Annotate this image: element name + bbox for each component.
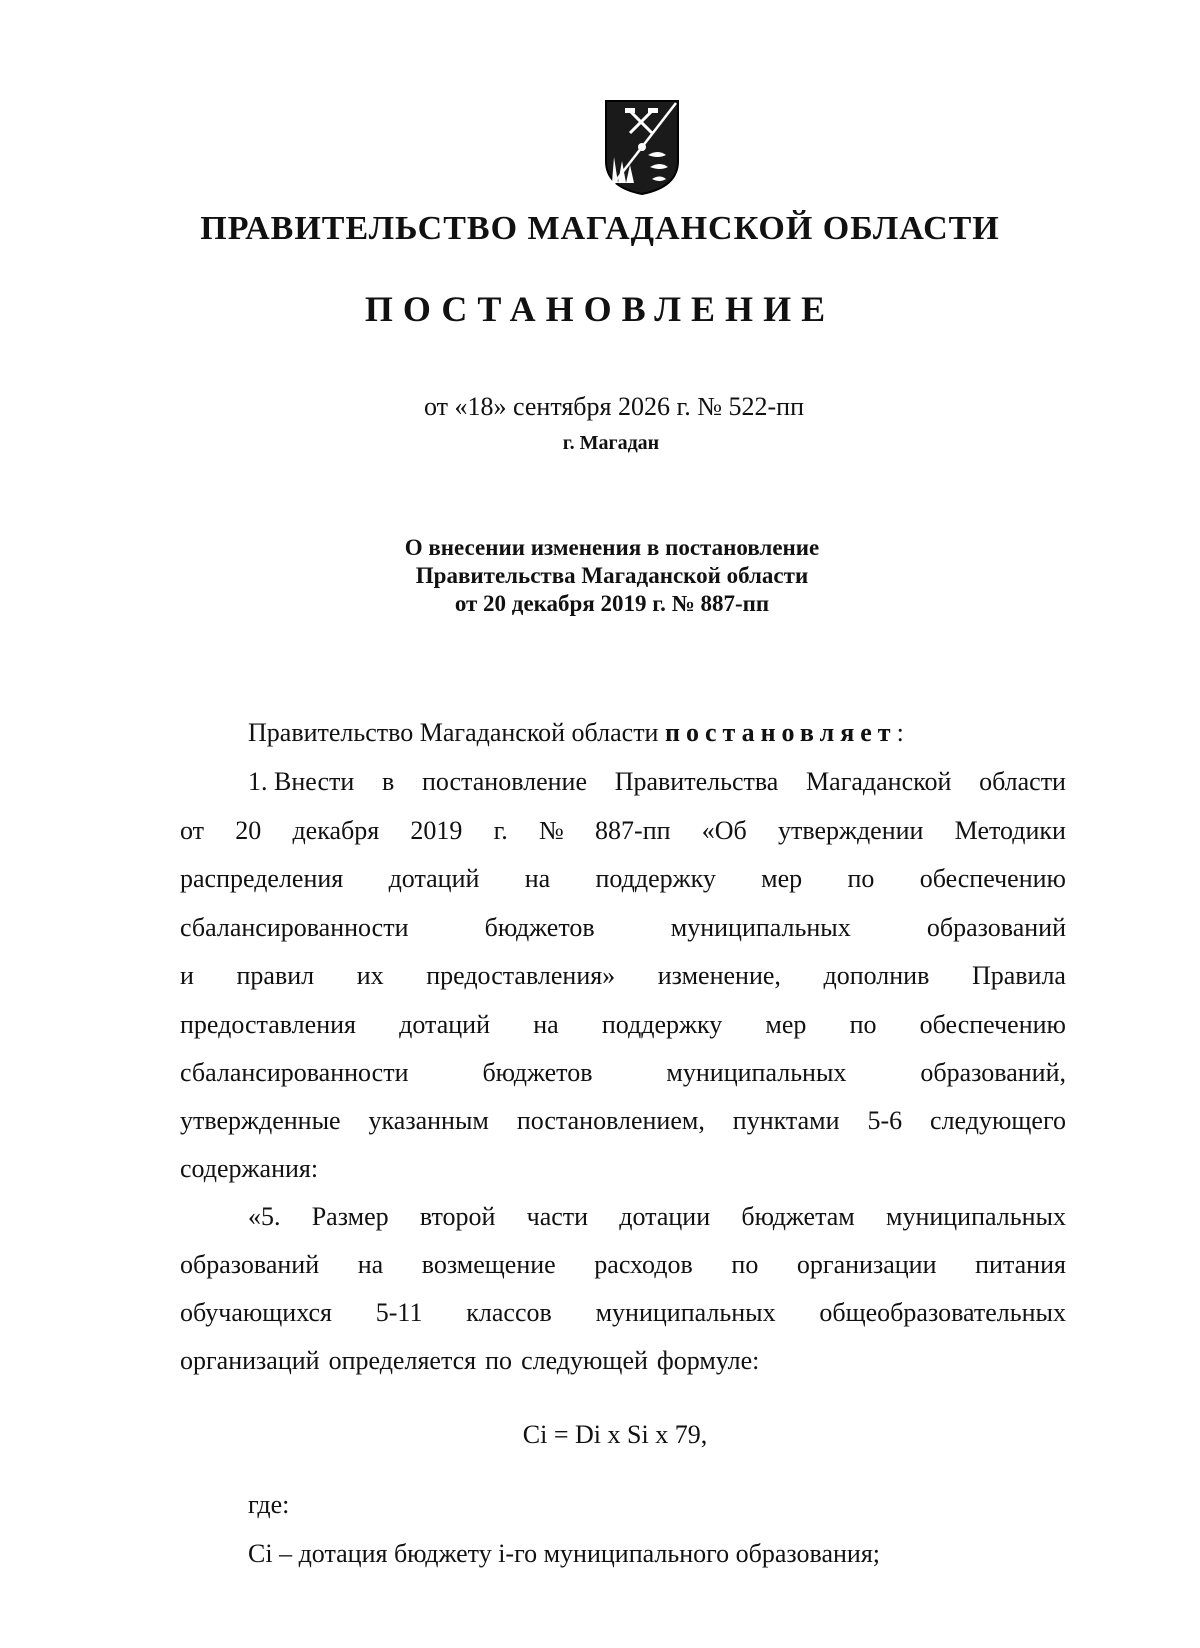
word: муниципальных [595,1298,776,1327]
word: № [539,816,564,845]
word: 20 [235,816,262,845]
word: Правила [971,961,1066,990]
word: утвержденные [180,1106,341,1135]
subject-line: Правительства Магаданской области [415,563,809,588]
document-subject [0,534,1200,618]
word: в [381,767,395,796]
word: муниципальных [885,1202,1066,1231]
word: мер [765,1010,807,1039]
word: возмещение [421,1250,556,1279]
word: 5-11 [375,1298,423,1327]
word: предоставления [180,1010,356,1039]
word: 887-пп [595,816,671,845]
word: на [533,1010,559,1039]
word: муниципальных [670,913,851,942]
word: утверждении [777,816,924,845]
intro-text: Правительство Магаданской области [248,718,659,747]
word: содержания: [180,1154,319,1183]
paragraph-line [180,1298,1066,1328]
paragraph-line [180,1250,1066,1280]
paragraph-line [180,816,1066,846]
word: формуле: [656,1346,760,1375]
paragraph-line [180,1346,1066,1376]
word: мер [761,864,803,893]
word: общеобразовательных [819,1298,1066,1327]
word: дотаций [388,864,480,893]
document-date-number: от «18» сентября 2026 г. № 522-пп [423,392,805,421]
formula: Ci = Di x Si x 79, [522,1420,708,1449]
word: обучающихся [180,1298,332,1327]
subject-line: О внесении изменения в постановление [404,535,820,560]
word: от [180,816,205,845]
word: организации [796,1250,937,1279]
intro-verb: постановляет [664,718,897,747]
word: по [485,1346,513,1375]
word: декабря [292,816,380,845]
word: 5-6 [867,1106,903,1135]
paragraph-line [180,1058,1066,1088]
word: постановлением, [516,1106,705,1135]
paragraph-line [180,913,1066,943]
word: образований, [920,1058,1066,1087]
word: «Об [701,816,747,845]
paragraph-line [180,1106,1066,1136]
intro-colon: : [896,718,904,747]
subject-line: от 20 декабря 2019 г. № 887-пп [454,591,770,616]
word: постановление [421,767,588,796]
word: Магаданской [806,767,952,796]
word: поддержку [595,864,716,893]
word: классов [466,1298,552,1327]
word: бюджетам [741,1202,855,1231]
word: Правительства [614,767,779,796]
word: поддержку [601,1010,723,1039]
word: образований [926,913,1066,942]
word: дотации [619,1202,711,1231]
word: по [731,1250,759,1279]
word: питания [975,1250,1066,1279]
word: распределения [180,864,344,893]
word: определяется [328,1346,477,1375]
word: дотаций [399,1010,491,1039]
word: по [847,864,875,893]
word: второй [419,1202,496,1231]
word: области [979,767,1066,796]
word: и [180,961,194,990]
word: бюджетов [484,913,595,942]
paragraph-line [180,961,1066,991]
where-label: где: [248,1490,290,1519]
paragraph-line [248,767,1066,797]
word: правил [236,961,315,990]
word: на [524,864,551,893]
word: указанным [368,1106,489,1135]
word: на [357,1250,384,1279]
paragraph-line [248,1202,1066,1232]
word: сбалансированности [180,1058,409,1087]
word: их [356,961,384,990]
word: следующей [521,1346,648,1375]
word: Методики [954,816,1066,845]
word: по [849,1010,877,1039]
document-city: г. Магадан [562,432,660,454]
word: организаций [180,1346,320,1375]
word: 2019 [410,816,463,845]
word: изменение, [657,961,781,990]
coat-of-arms-icon [602,97,682,197]
document-type-heading: ПОСТАНОВЛЕНИЕ [364,289,836,329]
paragraph-line [180,1010,1066,1040]
word: предоставления» [426,961,616,990]
word: г. [493,816,508,845]
word: «5. [248,1202,281,1231]
word: дополнив [823,961,930,990]
word: муниципальных [666,1058,847,1087]
definition-ci: Ci – дотация бюджету i-го муниципального образования; [248,1539,881,1568]
paragraph-line [180,864,1066,894]
word: части [526,1202,589,1231]
word: бюджетов [482,1058,593,1087]
word: 1. Внести [248,767,355,796]
word: следующего [930,1106,1066,1135]
word: образований [180,1250,320,1279]
paragraph-line [180,1154,1066,1184]
word: обеспечению [919,864,1066,893]
resolution-intro [248,718,904,748]
word: пунктами [732,1106,840,1135]
word: обеспечению [919,1010,1066,1039]
word: сбалансированности [180,913,409,942]
organization-title: ПРАВИТЕЛЬСТВО МАГАДАНСКОЙ ОБЛАСТИ [200,210,1000,247]
word: расходов [594,1250,693,1279]
word: Размер [311,1202,389,1231]
